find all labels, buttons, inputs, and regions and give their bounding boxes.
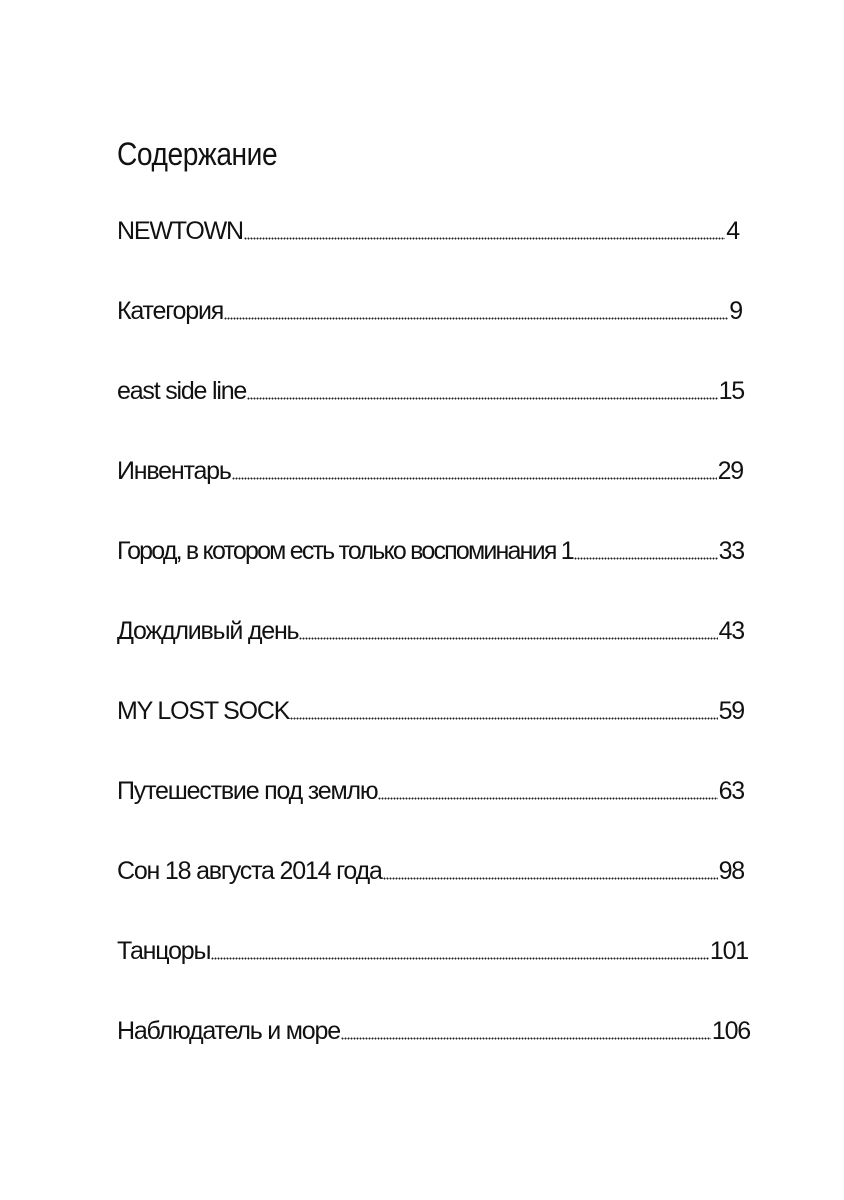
toc-entry[interactable]: [117, 852, 744, 886]
dot-leader: [574, 557, 718, 560]
toc-entry-page: 15: [718, 377, 744, 405]
toc-entry-page: 98: [718, 857, 744, 885]
toc-entry-page: 33: [718, 537, 744, 565]
toc-entry-title: Город, в котором есть только воспоминания 1: [117, 537, 573, 565]
toc-entry[interactable]: [117, 1012, 750, 1046]
toc-entry[interactable]: [117, 212, 739, 246]
dot-leader: [224, 317, 728, 320]
toc-entry-title: MY LOST SOCK: [117, 697, 290, 725]
toc-entry[interactable]: [117, 612, 744, 646]
toc-entry-page: 63: [718, 777, 744, 805]
toc-entry-title: Танцоры: [117, 937, 211, 965]
dot-leader: [299, 637, 717, 640]
toc-entry-page: 9: [729, 297, 742, 325]
toc-entry-title: Дождливый день: [117, 617, 299, 645]
toc-entry-page: 106: [711, 1017, 750, 1045]
toc-entry-title: east side line: [117, 377, 247, 405]
toc-entry-page: 29: [717, 457, 743, 485]
toc-entry[interactable]: [117, 532, 744, 566]
toc-entry[interactable]: [117, 372, 744, 406]
toc-heading: Содержание: [117, 136, 278, 172]
dot-leader: [290, 717, 717, 720]
toc-entry-title: Сон 18 августа 2014 года: [117, 857, 382, 885]
toc-entry-page: 4: [726, 217, 739, 245]
dot-leader: [211, 957, 709, 960]
toc-entry[interactable]: [117, 772, 744, 806]
toc-entry-title: Инвентарь: [117, 457, 231, 485]
dot-leader: [232, 477, 717, 480]
toc-entry[interactable]: [117, 692, 744, 726]
dot-leader: [341, 1037, 711, 1040]
toc-entry[interactable]: [117, 932, 748, 966]
toc-entry-title: Путешествие под землю: [117, 777, 378, 805]
toc-entry-title: Категория: [117, 297, 224, 325]
toc-entry-title: NEWTOWN: [117, 217, 243, 245]
toc-entry[interactable]: [117, 292, 742, 326]
toc-entry-page: 43: [718, 617, 744, 645]
toc-entry-title: Наблюдатель и море: [117, 1017, 340, 1045]
toc-entry-page: 59: [718, 697, 744, 725]
dot-leader: [247, 397, 717, 400]
toc-entry-page: 101: [709, 937, 748, 965]
dot-leader: [378, 797, 717, 800]
dot-leader: [383, 877, 718, 880]
toc-entry[interactable]: [117, 452, 743, 486]
dot-leader: [244, 237, 725, 240]
